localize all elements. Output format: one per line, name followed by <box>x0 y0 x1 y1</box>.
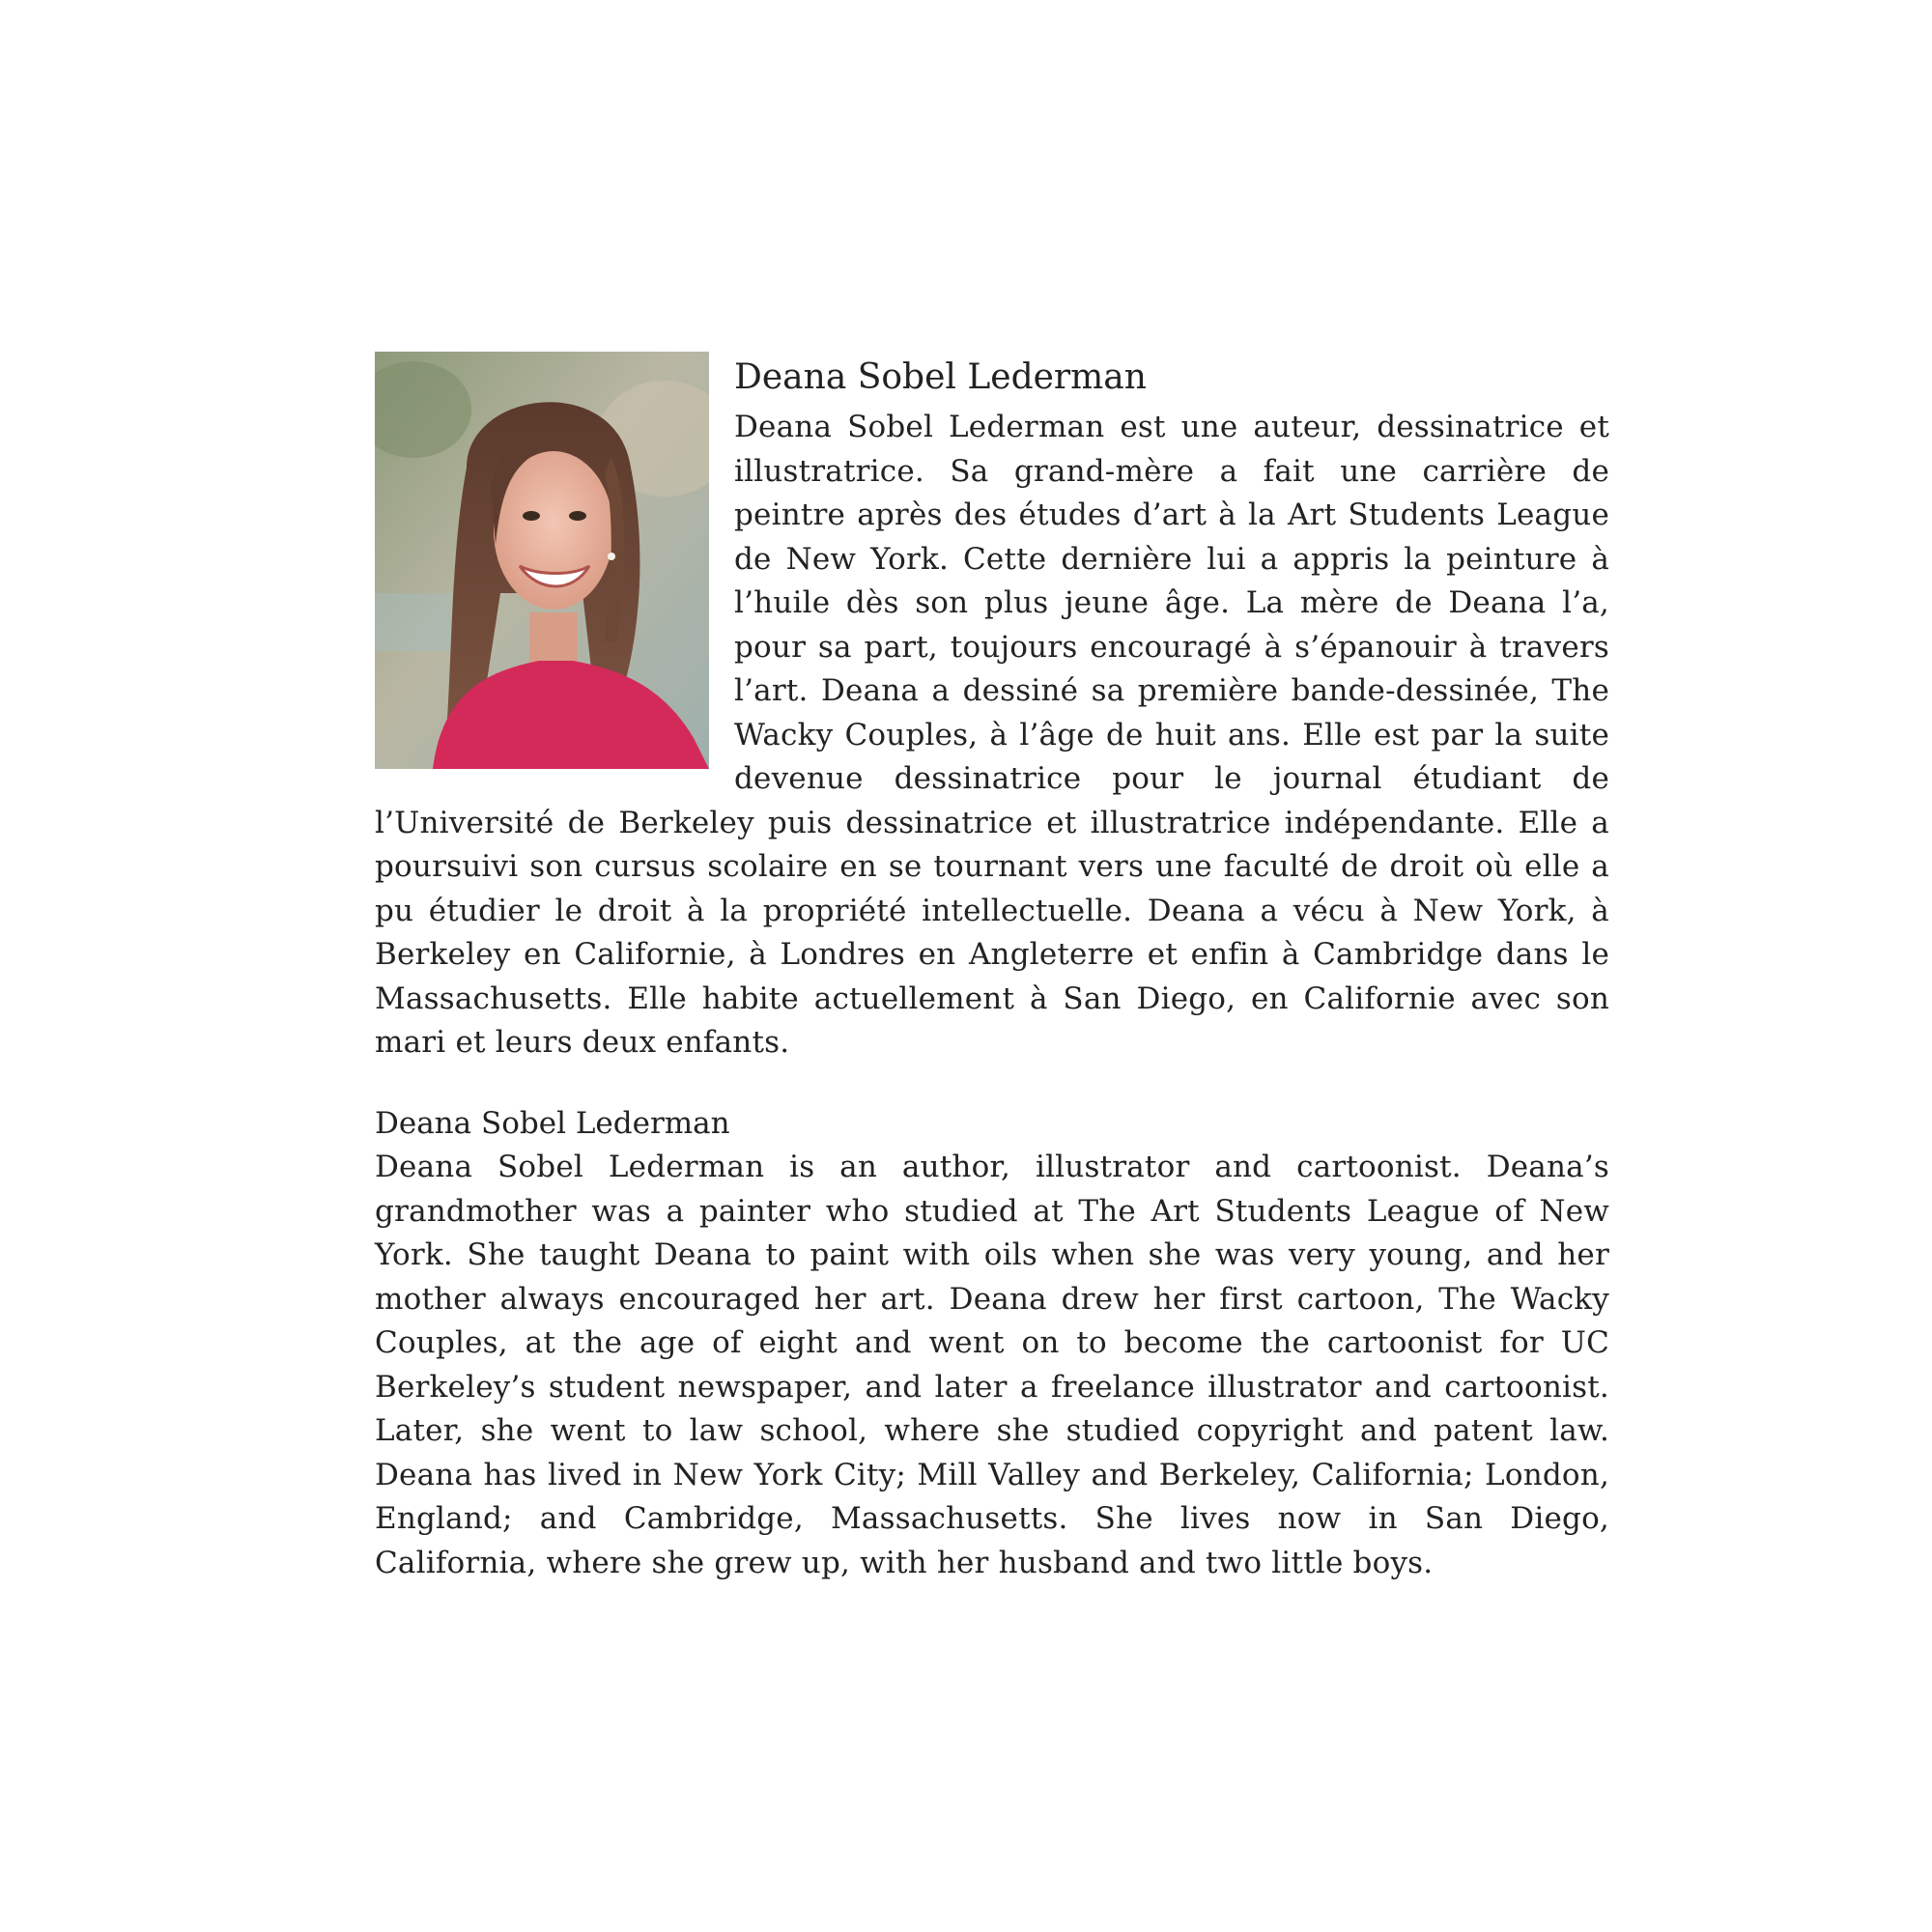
section-divider-space <box>375 1065 1609 1102</box>
portrait-illustration <box>375 352 709 769</box>
french-bio-title: Deana Sobel Lederman <box>734 357 1147 397</box>
french-bio-text: Deana Sobel Lederman est une auteur, dessinatrice et illustratrice. Sa grand-mère a fait une carrière de peintre après des études d’art à la Art Students League de New York. Cette dernière lui a appris la peinture à l’huile dès son plus jeune âge. La mère de Deana l’a, pour sa part, toujours encouragé à s’épanouir à travers l’art. Deana a dessiné sa première bande-dessinée, The Wacky Couples, à l’âge de huit ans. Elle est par la suite devenue dessinatrice pour le journal étudiant de l’Université de Berkeley puis dessinatrice et illustratrice indépendante. Elle a poursuivi son cursus scolaire en se tournant vers une faculté de droit où elle a pu étudier le droit à la propriété intellectuelle. Deana a vécu à New York, à Berkeley en Californie, à Londres en Angleterre et enfin à Cambridge dans le Massachusetts. Elle habite actuellement à San Diego, en Californie avec son mari et leurs deux enfants. <box>375 410 1609 1060</box>
author-bio-page <box>375 352 1609 1585</box>
english-bio-text: Deana Sobel Lederman is an author, illustrator and cartoonist. Deana’s grandmother was a painter who studied at The Art Students League of New York. She taught Deana to paint with oils when she was very young, and her mother always encouraged her art. Deana drew her first cartoon, The Wacky Couples, at the age of eight and went on to become the cartoonist for UC Berkeley’s student newspaper, and later a freelance illustrator and cartoonist. Later, she went to law school, where she studied copyright and patent law. Deana has lived in New York City; Mill Valley and Berkeley, California; London, England; and Cambridge, Massachusetts. She lives now in San Diego, California, where she grew up, with her husband and two little boys. <box>375 1150 1609 1580</box>
english-bio-title: Deana Sobel Lederman <box>375 1105 730 1141</box>
author-portrait-photo <box>375 352 709 769</box>
